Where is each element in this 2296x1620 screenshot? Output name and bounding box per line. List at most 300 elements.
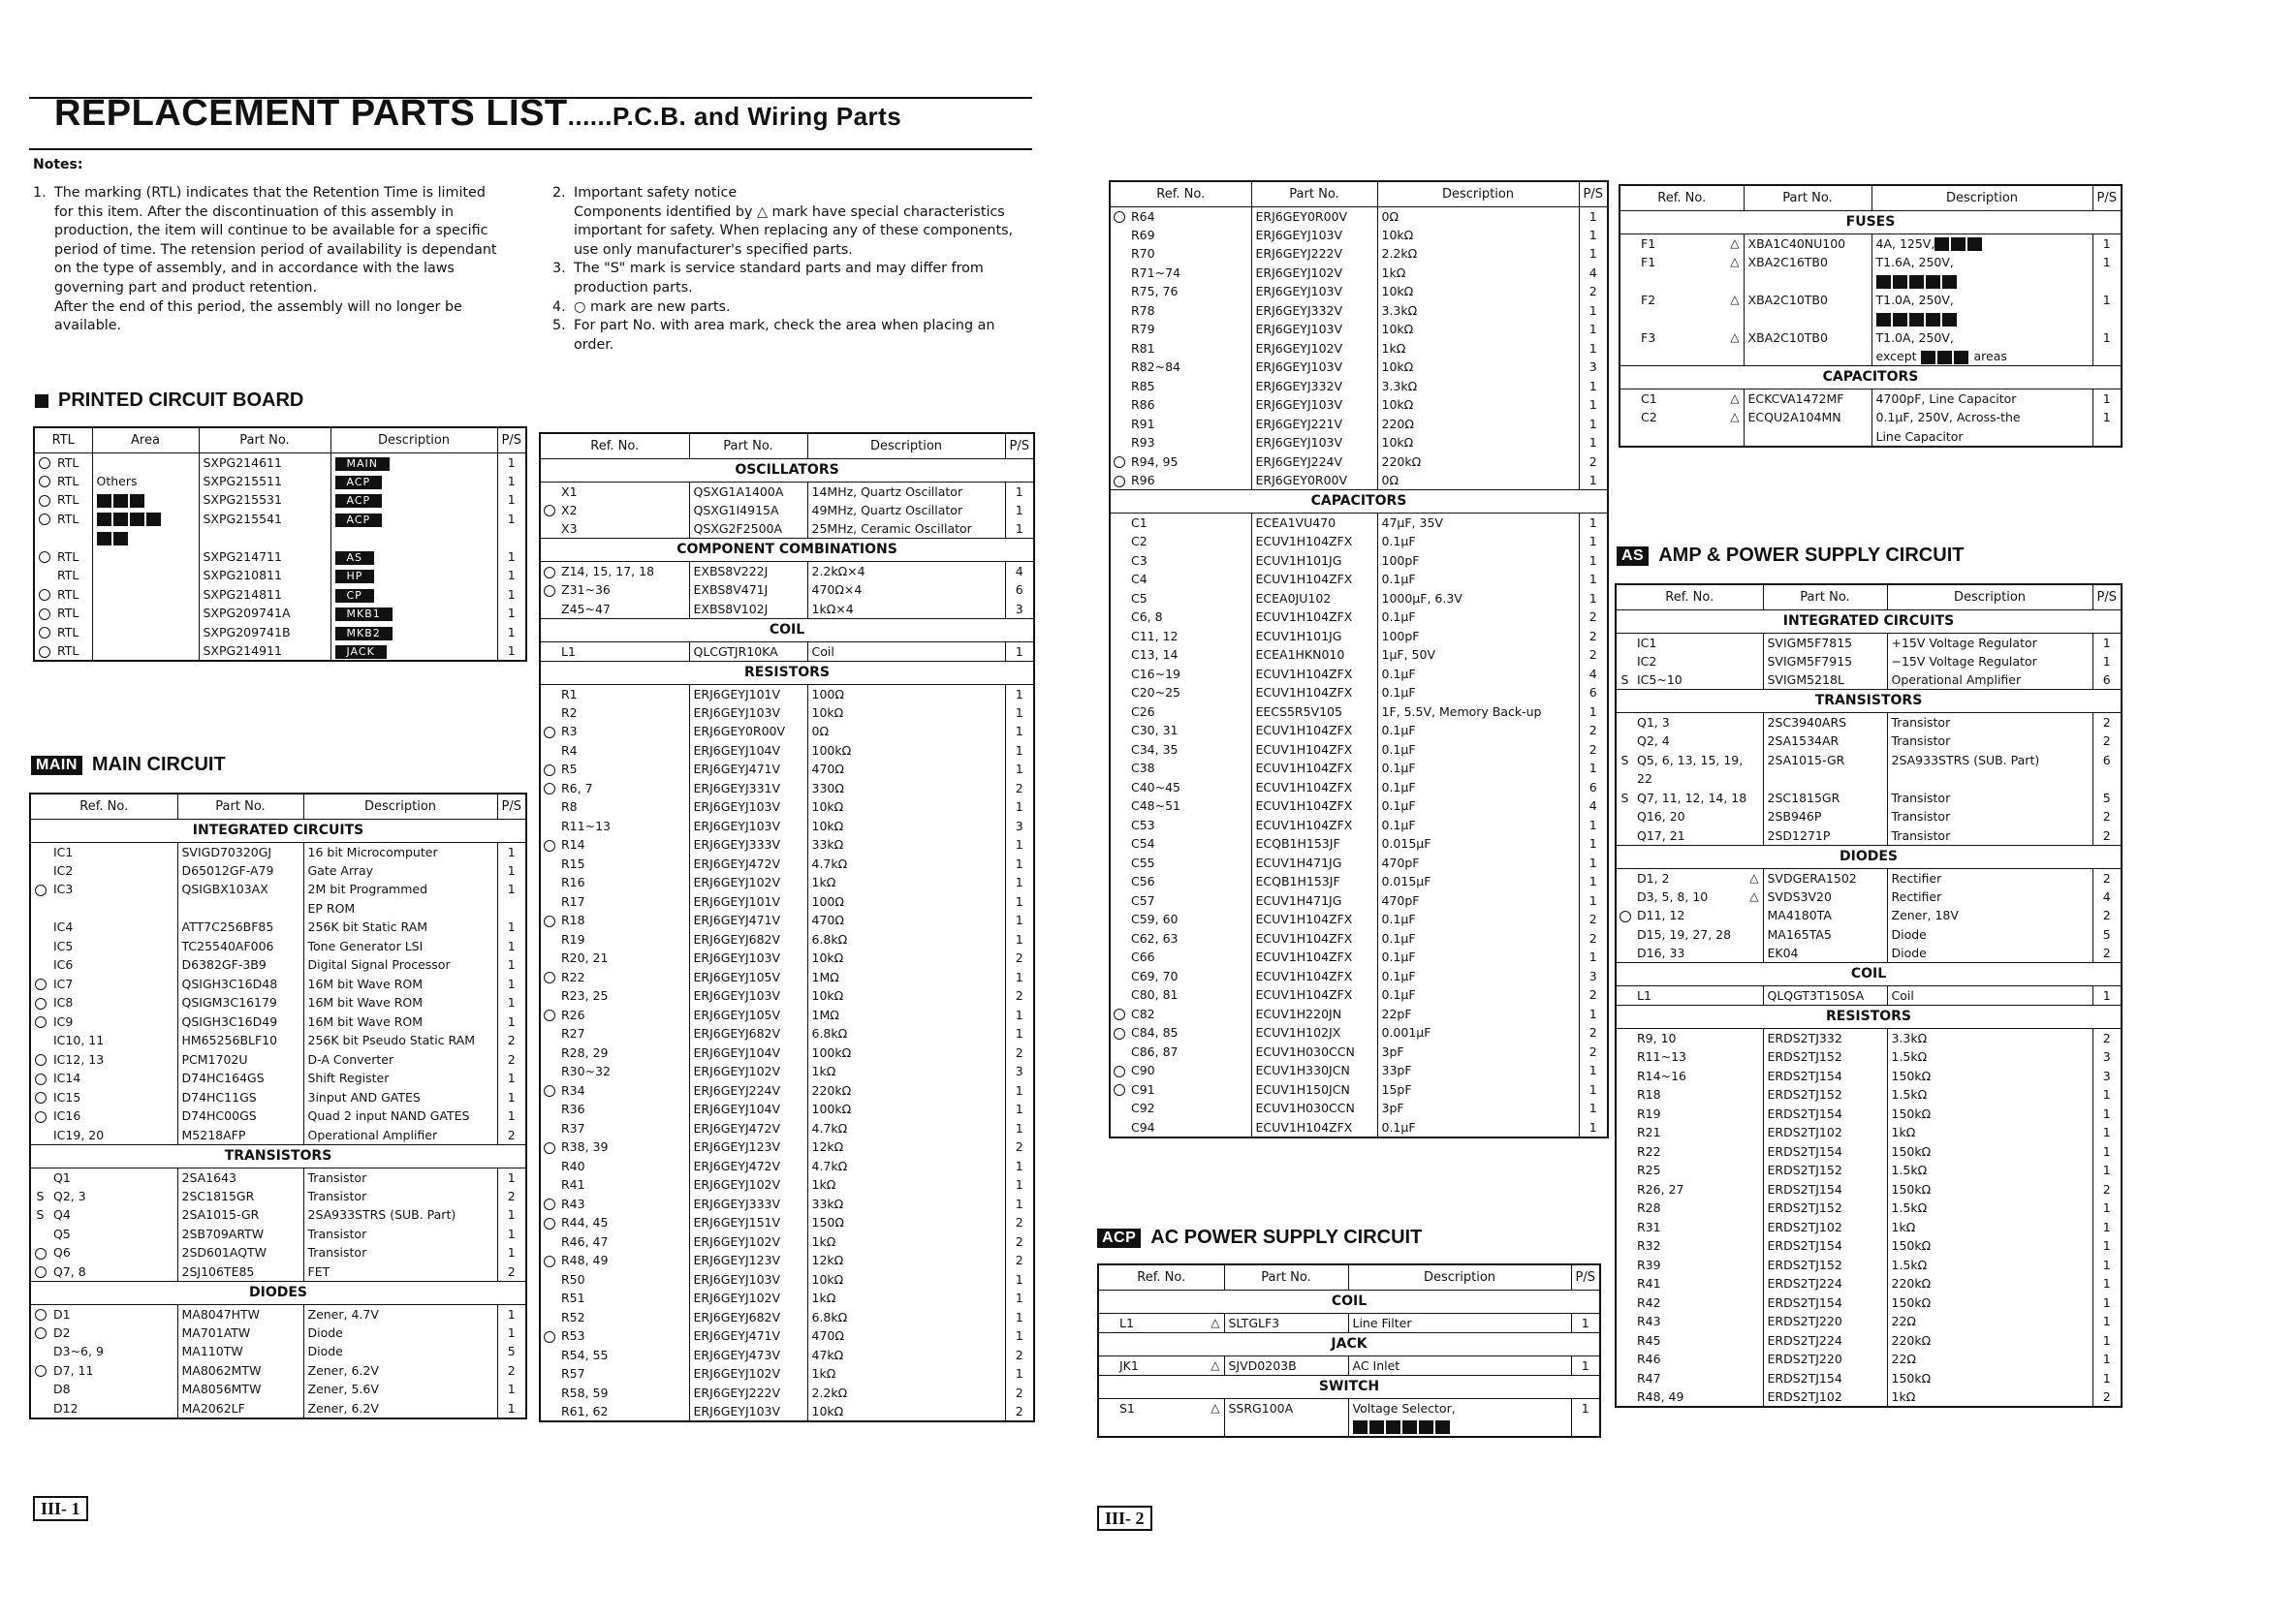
new-part-circle-icon — [544, 505, 555, 516]
ref-cell: JK1 △ — [1119, 1357, 1220, 1373]
acp-heading: ACP AC POWER SUPPLY CIRCUIT — [1097, 1227, 1422, 1249]
col-ps: P/S — [1571, 1264, 1600, 1290]
part-cell: ECUV1H104ZFX — [1251, 532, 1377, 551]
mark-cell — [540, 817, 557, 836]
ref-cell: R18 — [1637, 1087, 1661, 1102]
ps-cell: 1 — [1579, 320, 1608, 339]
mark-cell — [1616, 925, 1633, 945]
part-cell: ERJ6GEYJ101V — [689, 684, 807, 703]
ref-cell: R14 — [561, 837, 585, 852]
ps-cell: 3 — [1005, 817, 1034, 836]
area-chip-icon — [1876, 313, 1891, 327]
ps-cell: 1 — [2092, 1236, 2122, 1256]
desc-cell: 1μF, 50V — [1377, 645, 1579, 665]
part-row — [540, 519, 1034, 539]
part-row — [1110, 796, 1608, 816]
part-row — [1616, 1218, 2122, 1237]
part-row — [1616, 1180, 2122, 1199]
board-tag: JACK — [335, 645, 387, 659]
ref-cell: D1, 2 △ — [1637, 870, 1759, 886]
area-chip-icon — [113, 494, 128, 508]
ref-cell: R2 — [561, 704, 578, 720]
col-part: Part No. — [689, 433, 807, 458]
col-ref: Ref. No. — [1620, 185, 1744, 210]
desc-cell: Transistor — [303, 1168, 497, 1187]
ref-cell: F3 △ — [1641, 329, 1740, 345]
part-cell: ECUV1H104ZFX — [1251, 967, 1377, 986]
ps-cell: 1 — [497, 1106, 526, 1126]
part-row — [1616, 1350, 2122, 1369]
ps-cell: 1 — [2092, 389, 2122, 409]
mark-cell — [1616, 888, 1633, 907]
ps-cell: 1 — [2092, 633, 2122, 652]
mark-cell — [540, 482, 557, 501]
note-1b: After the end of this period, the assembly will no longer be available. — [54, 298, 462, 334]
part-cell: MA8062MTW — [177, 1361, 303, 1381]
part-row — [1110, 320, 1608, 339]
ps-cell: 1 — [1571, 1398, 1600, 1418]
part-row — [540, 855, 1034, 874]
ref-cell: R51 — [561, 1291, 585, 1305]
desc-cell: −15V Voltage Regulator — [1887, 652, 2092, 671]
part-cell: ECUV1H104ZFX — [1251, 778, 1377, 797]
mark-cell — [540, 580, 557, 600]
rtl-cell: RTL — [57, 548, 79, 564]
part-cell: ECUV1H104ZFX — [1251, 910, 1377, 929]
title-top-rule — [29, 97, 1032, 99]
desc-cell: 0.1μF — [1377, 796, 1579, 816]
desc-cell: 0.1μF — [1377, 608, 1579, 627]
part-row — [30, 1342, 526, 1361]
new-part-circle-icon — [35, 1016, 47, 1028]
part-cell: ECQB1H153JF — [1251, 872, 1377, 891]
ps-cell: 1 — [1571, 1355, 1600, 1375]
ref-cell: R32 — [1637, 1238, 1661, 1253]
mark-cell — [30, 1031, 49, 1050]
part-cell: MA4180TA — [1763, 906, 1887, 925]
ps-cell: 1 — [1005, 1195, 1034, 1214]
part-cell: ERJ6GEYJ105V — [689, 1006, 807, 1025]
note-5: 5. For part No. with area mark, check the area when placing an order. — [552, 318, 995, 353]
ps-cell: 2 — [2092, 868, 2122, 888]
ref-cell: C38 — [1131, 761, 1155, 775]
group-header — [1616, 845, 2122, 868]
desc-cell: 0.1μF — [1377, 910, 1579, 929]
part-row — [540, 911, 1034, 930]
page-title: REPLACEMENT PARTS LIST......P.C.B. and Wiring Parts — [54, 93, 902, 134]
desc-cell: 1kΩ — [807, 1062, 1005, 1081]
mark-cell — [1620, 389, 1637, 409]
desc-cell: 16 bit Microcomputer — [303, 842, 497, 861]
ps-cell: 6 — [2092, 670, 2122, 690]
part-cell: ECUV1H030CCN — [1251, 1099, 1377, 1118]
part-row — [1110, 608, 1608, 627]
part-cell: ERJ6GEYJ471V — [689, 760, 807, 779]
part-row — [30, 1069, 526, 1088]
part-cell: ERJ6GEYJ103V — [1251, 320, 1377, 339]
ps-cell: 1 — [1005, 855, 1034, 874]
desc-cell: 10kΩ — [1377, 226, 1579, 245]
mark-cell — [540, 1289, 557, 1308]
part-row — [1110, 740, 1608, 760]
new-part-circle-icon — [1114, 211, 1125, 223]
desc-cell: 150kΩ — [1887, 1142, 2092, 1162]
part-cell: ECQU2A104MN — [1744, 408, 1871, 427]
ref-cell: Q4 — [53, 1207, 71, 1222]
ps-cell: 1 — [497, 937, 526, 956]
ref-cell: C62, 63 — [1131, 930, 1179, 946]
ps-cell: 2 — [2092, 826, 2122, 846]
part-cell: ECQB1H153JF — [1251, 834, 1377, 854]
desc-cell: 22Ω — [1887, 1312, 2092, 1331]
group-header — [1620, 210, 2122, 234]
safety-triangle-icon: △ — [1211, 1315, 1220, 1329]
part-cell: SVIGM5F7815 — [1763, 633, 1887, 652]
desc-cell: Transistor — [1887, 826, 2092, 846]
desc-cell: 22Ω — [1887, 1350, 2092, 1369]
col-part: Part No. — [1744, 185, 1871, 210]
header-row — [1616, 584, 2122, 609]
mark-cell — [1616, 1312, 1633, 1331]
part-cell: ERJ6GEYJ471V — [689, 911, 807, 930]
ref-cell: C34, 35 — [1131, 741, 1179, 757]
ps-cell — [2092, 347, 2122, 366]
as-tag: AS — [1617, 546, 1649, 566]
mark-cell — [1616, 944, 1633, 963]
new-part-circle-icon — [35, 1111, 47, 1123]
mark-cell — [1616, 826, 1633, 846]
ref-cell: C86, 87 — [1131, 1044, 1179, 1059]
ref-cell: R57 — [561, 1366, 585, 1381]
part-cell: ERJ6GEYJ333V — [689, 1195, 807, 1214]
part-row — [1110, 358, 1608, 377]
ref-cell: D3~6, 9 — [53, 1344, 104, 1358]
part-row — [30, 937, 526, 956]
part-row — [30, 1012, 526, 1032]
area-cell — [92, 490, 199, 510]
desc-cell: 0Ω — [807, 722, 1005, 741]
ps-cell: 2 — [1579, 627, 1608, 646]
area-chips — [1871, 309, 2092, 328]
ps-cell: 1 — [497, 472, 526, 491]
mark-cell — [540, 779, 557, 798]
group-title: COMPONENT COMBINATIONS — [540, 539, 1034, 562]
desc-cell: 12kΩ — [807, 1251, 1005, 1270]
part-cell: MA110TW — [177, 1342, 303, 1361]
part-row — [540, 1251, 1034, 1270]
area-chip-icon — [130, 494, 144, 508]
part-row — [1110, 206, 1608, 226]
ps-cell: 1 — [1579, 226, 1608, 245]
mark-cell — [540, 1308, 557, 1327]
part-row — [1110, 759, 1608, 778]
desc-cell: Transistor — [1887, 807, 2092, 826]
new-part-circle-icon — [544, 1218, 555, 1230]
ps-cell: 2 — [1579, 910, 1608, 929]
rtl-cell: RTL — [57, 492, 79, 507]
desc-cell: 0.1μF, 250V, Across-the — [1871, 408, 2092, 427]
part-cell: MA8056MTW — [177, 1380, 303, 1399]
col-ps: P/S — [497, 794, 526, 819]
part-row — [30, 975, 526, 994]
part-cell: ERJ6GEYJ102V — [689, 1175, 807, 1195]
desc-cell: 2.2kΩ×4 — [807, 562, 1005, 581]
ref-cell: C57 — [1131, 892, 1155, 908]
ps-cell: 2 — [497, 1126, 526, 1145]
ref-cell: R81 — [1131, 340, 1155, 356]
part-cell: SVDS3V20 — [1763, 888, 1887, 907]
part-cell: ERJ6GEYJ103V — [1251, 358, 1377, 377]
ps-cell: 1 — [2092, 1199, 2122, 1218]
part-row — [30, 1380, 526, 1399]
rtl-cell — [53, 528, 92, 547]
part-cell: XBA1C40NU100 — [1744, 234, 1871, 253]
desc-cell: 0.1μF — [1377, 683, 1579, 702]
rtl-cell: RTL — [57, 568, 79, 582]
part-cell: QSIGBX103AX — [177, 880, 303, 899]
part-cell: MA8047HTW — [177, 1304, 303, 1324]
col-part: Part No. — [199, 427, 330, 452]
ps-cell: 2 — [2092, 1029, 2122, 1048]
ps-cell: 1 — [497, 1380, 526, 1399]
part-row — [30, 993, 526, 1012]
board-tag: CP — [335, 589, 374, 603]
ref-cell: IC2 — [53, 862, 74, 878]
mark-cell — [1110, 1005, 1127, 1024]
part-cell: ERJ6GEYJ102V — [689, 1364, 807, 1384]
mark-cell — [1110, 264, 1127, 283]
mark-cell — [540, 911, 557, 930]
desc-cell: 4700pF, Line Capacitor — [1871, 389, 2092, 409]
mark-cell — [1110, 551, 1127, 571]
ref-cell: R36 — [561, 1102, 585, 1116]
desc-cell: 10kΩ — [807, 817, 1005, 836]
desc-cell: 2M bit Programmed — [303, 880, 497, 899]
group-title: COIL — [1616, 963, 2122, 986]
ref-cell: IC5 — [53, 938, 74, 953]
mark-cell — [30, 918, 49, 937]
mark-cell — [34, 623, 53, 642]
mark-cell — [30, 1342, 49, 1361]
ps-cell: 2 — [1005, 1232, 1034, 1252]
desc-cell: Line Capacitor — [1871, 427, 2092, 447]
part-row — [540, 1100, 1034, 1119]
ps-cell: 1 — [497, 861, 526, 881]
new-part-circle-icon — [1114, 456, 1125, 468]
ref-cell: R8 — [561, 799, 578, 814]
mark-cell — [34, 510, 53, 529]
mark-cell — [1616, 1105, 1633, 1124]
area-chip-icon — [97, 494, 111, 508]
ref-cell: R78 — [1131, 302, 1155, 318]
ref-cell: R37 — [561, 1120, 585, 1136]
ref-cell: IC7 — [53, 976, 74, 991]
mark-cell — [1110, 702, 1127, 722]
col-desc: Description — [1348, 1264, 1571, 1290]
ps-cell: 1 — [497, 955, 526, 975]
ps-cell: 2 — [2092, 906, 2122, 925]
part-cell: ECUV1H102JX — [1251, 1023, 1377, 1043]
area-chip-icon — [1435, 1420, 1450, 1434]
part-cell: ECUV1H104ZFX — [1251, 816, 1377, 835]
col-ps: P/S — [1005, 433, 1034, 458]
part-cell: EECS5R5V105 — [1251, 702, 1377, 722]
area-cell — [92, 641, 199, 661]
ref-cell — [1637, 427, 1744, 447]
part-cell: 2SJ106TE85 — [177, 1262, 303, 1282]
mark-cell — [30, 1304, 49, 1324]
mark-cell — [1616, 807, 1633, 826]
desc-cell: 0.1μF — [1377, 1118, 1579, 1137]
ref-cell: IC8 — [53, 995, 74, 1010]
ref-cell: R27 — [561, 1026, 585, 1041]
ps-cell: 3 — [2092, 1067, 2122, 1086]
desc-cell: Line Filter — [1348, 1313, 1571, 1332]
ref-cell: R45 — [1637, 1332, 1661, 1348]
pcb-row — [34, 452, 526, 472]
mark-cell — [1616, 1161, 1633, 1180]
ref-cell: R30~32 — [561, 1064, 611, 1078]
part-cell: ERDS2TJ152 — [1763, 1085, 1887, 1105]
part-row — [540, 1289, 1034, 1308]
part-row — [540, 1232, 1034, 1252]
ref-cell: C84, 85 — [1131, 1025, 1179, 1040]
mark-cell — [34, 528, 53, 547]
part-row — [1616, 1256, 2122, 1275]
mark-cell: S — [1620, 752, 1629, 767]
group-header — [540, 539, 1034, 562]
part-cell: ECUV1H104ZFX — [1251, 608, 1377, 627]
part-row — [1616, 713, 2122, 732]
part-cell: XBA2C10TB0 — [1744, 291, 1871, 310]
safety-triangle-icon: △ — [1730, 254, 1740, 268]
ref-cell: C6, 8 — [1131, 609, 1163, 624]
part-cell: ECUV1H104ZFX — [1251, 665, 1377, 684]
new-part-circle-icon — [544, 1199, 555, 1210]
ps-cell: 1 — [497, 1243, 526, 1262]
mark-cell — [30, 1106, 49, 1126]
ps-cell: 1 — [1579, 948, 1608, 967]
desc-cell: 10kΩ — [807, 797, 1005, 817]
part-cell: SVIGD70320GJ — [177, 842, 303, 861]
mark-cell — [1110, 816, 1127, 835]
mark-cell — [540, 1119, 557, 1138]
ref-cell: R43 — [1637, 1314, 1661, 1328]
desc-cell — [330, 452, 497, 472]
mark-cell — [1110, 1043, 1127, 1062]
desc-cell: Shift Register — [303, 1069, 497, 1088]
ref-cell: X1 — [561, 483, 578, 499]
ps-cell: 1 — [1579, 1099, 1608, 1118]
mark-cell — [1616, 732, 1633, 751]
part-row — [1620, 291, 2122, 310]
part-cell: ECKCVA1472MF — [1744, 389, 1871, 409]
area-cell — [92, 623, 199, 642]
rtl-cell: RTL — [57, 454, 79, 470]
part-row — [1616, 1293, 2122, 1313]
mark-cell — [1616, 1350, 1633, 1369]
part-cell: ERJ6GEYJ123V — [689, 1137, 807, 1157]
desc-cell: 10kΩ — [1377, 395, 1579, 415]
group-title: TRANSISTORS — [30, 1144, 526, 1168]
area-chip-icon — [1921, 351, 1935, 364]
mark-cell — [34, 566, 53, 585]
part-cell: D65012GF-A79 — [177, 861, 303, 881]
page-number-left: III- 1 — [33, 1496, 88, 1521]
part-row — [1616, 1161, 2122, 1180]
notes-heading: Notes: — [33, 157, 83, 172]
ref-cell: R71~74 — [1131, 265, 1180, 280]
part-row — [540, 1270, 1034, 1290]
part-cell: 2SD1271P — [1763, 826, 1887, 846]
ref-cell: C59, 60 — [1131, 912, 1179, 926]
ps-cell — [497, 899, 526, 919]
ps-cell: 2 — [1579, 452, 1608, 472]
part-cell: XBA2C16TB0 — [1744, 253, 1871, 272]
safety-triangle-icon: △ — [1730, 235, 1740, 250]
mark-cell — [1110, 1080, 1127, 1100]
desc-cell: 16M bit Wave ROM — [303, 993, 497, 1012]
ps-cell: 1 — [497, 1088, 526, 1107]
mark-cell — [540, 760, 557, 779]
part-row — [540, 797, 1034, 817]
ps-cell: 2 — [1579, 645, 1608, 665]
desc-cell: 0.1μF — [1377, 570, 1579, 589]
ref-cell: C4 — [1131, 572, 1148, 586]
part-cell: ERJ6GEYJ104V — [689, 1044, 807, 1063]
ref-cell: C11, 12 — [1131, 628, 1179, 643]
ps-cell: 2 — [2092, 732, 2122, 751]
part-row — [540, 741, 1034, 761]
desc-cell: 150kΩ — [1887, 1236, 2092, 1256]
mark-cell — [1098, 1313, 1116, 1332]
part-cell: ECUV1H104ZFX — [1251, 796, 1377, 816]
ref-cell: Q2, 3 — [53, 1188, 86, 1203]
desc-cell: Coil — [1887, 986, 2092, 1006]
ps-cell: 2 — [1005, 1384, 1034, 1403]
part-row — [30, 1031, 526, 1050]
ps-cell: 1 — [1005, 1289, 1034, 1308]
part-cell: SVIGM5218L — [1763, 670, 1887, 690]
desc-cell: Diode — [1887, 944, 2092, 963]
area-chips — [1348, 1418, 1571, 1437]
desc-cell: 150kΩ — [1887, 1105, 2092, 1124]
header-row — [540, 433, 1034, 458]
ps-cell: 4 — [2092, 888, 2122, 907]
ref-cell: R1 — [561, 686, 578, 701]
mark-cell — [1110, 570, 1127, 589]
part-row — [540, 703, 1034, 723]
group-header — [1098, 1290, 1600, 1313]
mark-cell — [1110, 339, 1127, 358]
part-cell: ERJ6GEYJ104V — [689, 741, 807, 761]
ref-cell: D11, 12 — [1637, 908, 1685, 922]
desc-cell: 0.1μF — [1377, 665, 1579, 684]
mark-cell — [540, 1364, 557, 1384]
desc-cell: Digital Signal Processor — [303, 955, 497, 975]
mark-cell — [540, 1081, 557, 1101]
acp-table — [1097, 1263, 1601, 1438]
desc-cell: Diode — [1887, 925, 2092, 945]
ref-cell: IC2 — [1637, 653, 1657, 669]
ref-cell: D15, 19, 27, 28 — [1637, 926, 1732, 942]
desc-cell: 1.5kΩ — [1887, 1199, 2092, 1218]
ref-cell: L1 — [1637, 988, 1651, 1003]
ref-cell: R43 — [561, 1196, 585, 1211]
part-cell: SVDGERA1502 — [1763, 868, 1887, 888]
part-row — [540, 1195, 1034, 1214]
title-bottom-rule — [29, 148, 1032, 150]
